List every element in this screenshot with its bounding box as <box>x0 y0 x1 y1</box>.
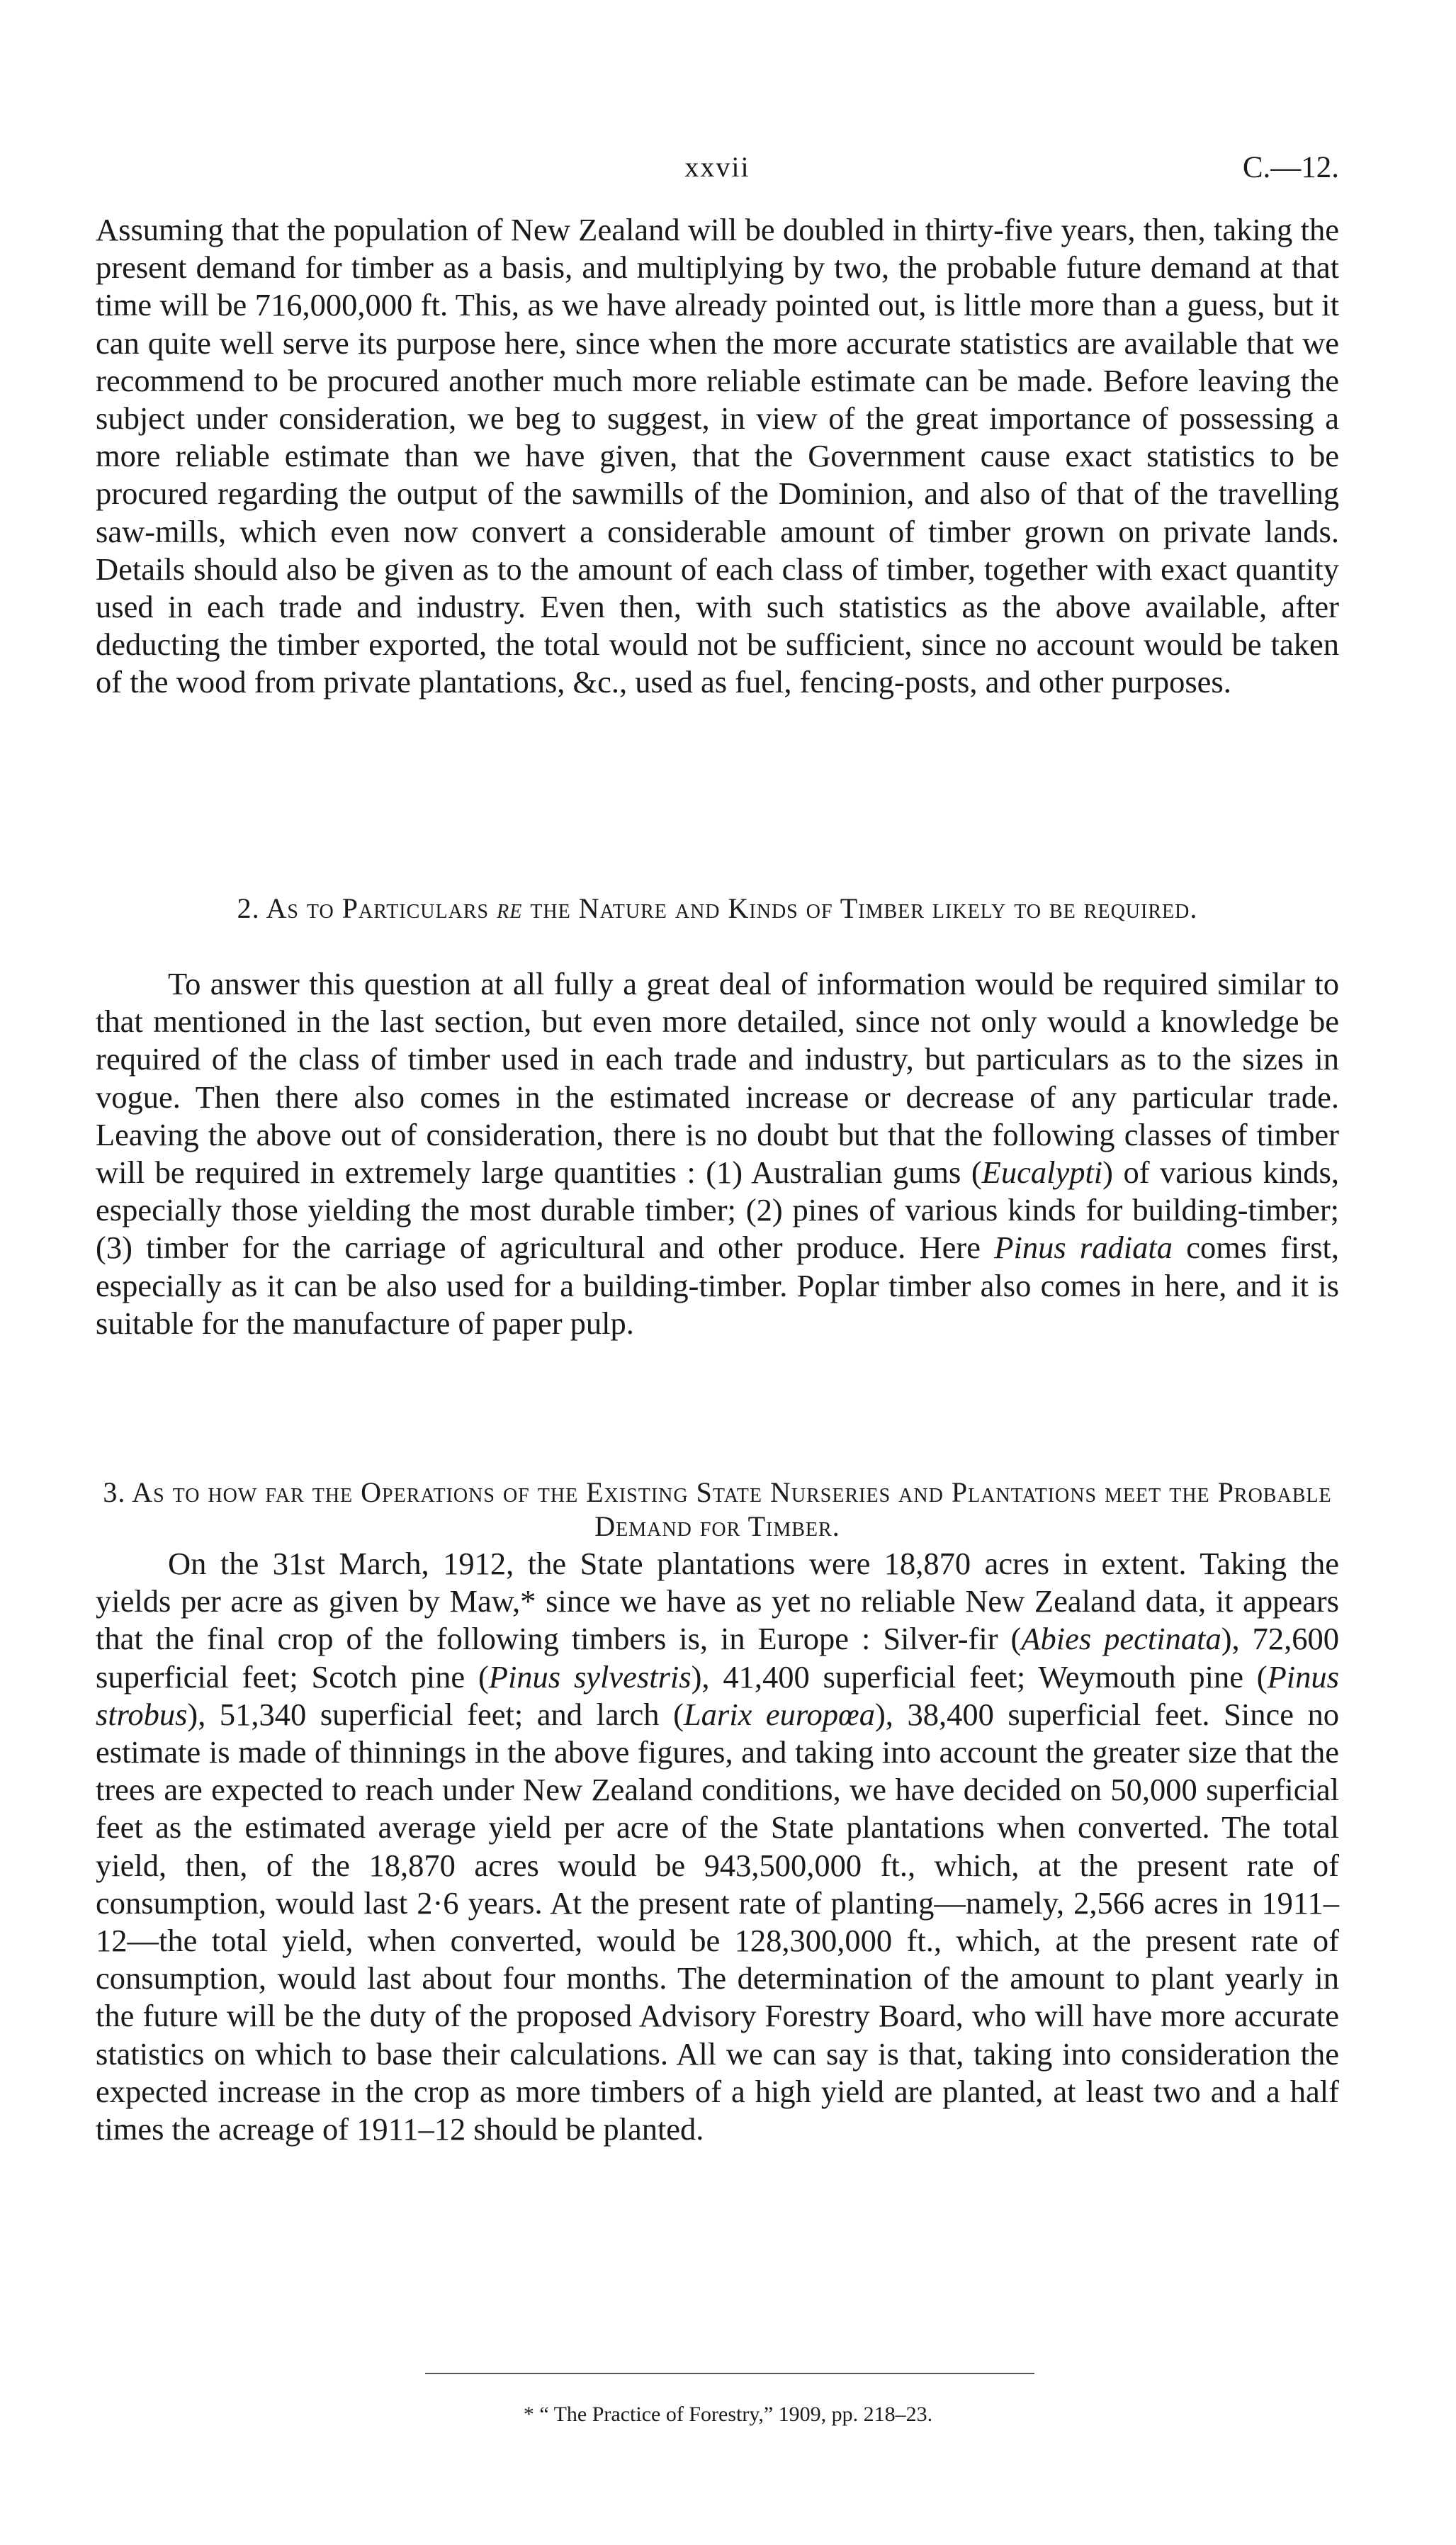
section-3-text-e: ), 38,400 superficial feet. Since no estimate is made of thinnings in the above figures, and taking into account the greater size that the trees are expected to reach under New Zealand conditions, we have decided on 50,000 superficial feet as the estimated average yield per acre of the State plantations when converted. The total yield, then, of the 18,870 acres would be 943,500,000 ft., which, at the present rate of consumption, would last 2·6 years. At the present rate of planting—namely, 2,566 acres in 1911–12—the total yield, when converted, would be 128,300,000 ft., which, at the present rate of consumption, would last about four months. The determination of the amount to plant yearly in the future will be the duty of the proposed Advisory Forestry Board, who will have more accurate statistics on which to base their calculations. All we can say is that, taking into consideration the expected increase in the crop as more timbers of a high yield are planted, at least two and a half times the acreage of 1911–12 should be planted. <box>96 1696 1340 2147</box>
species-abies-pectinata: Abies pectinata <box>1021 1621 1221 1657</box>
section-2-text-b: ) of various kinds, especially those yielding the most durable timber; (2) pines of various kinds for building-timber; (3) timber for the carriage of agricultural and other produce. Here <box>96 1154 1339 1266</box>
report-reference: C.—12. <box>1242 151 1339 184</box>
page-header <box>96 150 1339 193</box>
page-number: xxvii <box>684 151 750 183</box>
section-2-heading-part-b: the Nature and Kinds of Timber likely to be required. <box>522 892 1198 924</box>
footnote-divider <box>425 2373 1034 2374</box>
species-pinus-sylvestris: Pinus sylvestris <box>488 1658 692 1695</box>
section-2-heading <box>96 892 1339 926</box>
species-eucalypti: Eucalypti <box>981 1154 1103 1191</box>
section-3-text-d: ), 51,340 superficial feet; and larch ( <box>187 1696 684 1732</box>
section-2-text-a: To answer this question at all fully a great deal of information would be required similar to that mentioned in the last section, but even more detailed, since not only would a knowledge be required of the class of timber used in each trade and industry, but particulars as to the sizes in vogue. Then there also comes in the estimated increase or decrease of any particular trade. Leaving the above out of consideration, there is no doubt but that the following classes of timber will be required in extremely large quantities : (1) Australian gums ( <box>96 966 1339 1191</box>
section-3-text-c: ), 41,400 superficial feet; Weymouth pine ( <box>691 1658 1268 1695</box>
section-3-text-a: On the 31st March, 1912, the State plantations were 18,870 acres in extent. Taking the yields per acre as given by Maw,* since we have as yet no reliable New Zealand data, it appears that the final crop of the following timbers is, in Europe : Silver-fir ( <box>96 1546 1339 1657</box>
section-2-text-c: comes first, especially as it can be also used for a building-timber. Poplar timber also comes in here, and it is suitable for the manufacture of paper pulp. <box>96 1230 1339 1341</box>
footnote: * “ The Practice of Forestry,” 1909, pp. 218–23. <box>523 2403 933 2426</box>
species-larix-europaea: Larix europœa <box>683 1696 875 1732</box>
section-2-paragraph <box>96 965 1339 1342</box>
section-2-heading-re: re <box>497 892 523 924</box>
intro-paragraph: Assuming that the population of New Zealand will be doubled in thirty-five years, then, taking the present demand for timber as a basis, and multiplying by two, the probable future demand at that time will be 716,000,000 ft. This, as we have already pointed out, is little more than a guess, but it can quite well serve its purpose here, since when the more accurate statistics are available that we recommend to be procured another much more reliable estimate can be made. Before leaving the subject under consideration, we beg to suggest, in view of the great importance of possessing a more reliable estimate than we have given, that the Government cause exact statistics to be procured regarding the output of the sawmills of the Dominion, and also of that of the travelling saw-mills, which even now convert a considerable amount of timber grown on private lands. Details should also be given as to the amount of each class of timber, together with exact quantity used in each trade and industry. Even then, with such statistics as the above available, after deducting the timber exported, the total would not be sufficient, since no account would be taken of the wood from private plantations, &c., used as fuel, fencing-posts, and other purposes. <box>96 212 1339 700</box>
section-3-paragraph <box>96 1545 1339 2148</box>
species-pinus-radiata: Pinus radiata <box>994 1230 1173 1266</box>
section-3-heading: 3. As to how far the Operations of the Existing State Nurseries and Plantations meet the Probable Demand for Timber. <box>103 1476 1332 1542</box>
section-3-text-b: ), 72,600 superficial feet; Scotch pine ( <box>96 1621 1339 1695</box>
section-2-heading-part-a: 2. As to Particulars <box>237 892 497 924</box>
species-pinus-strobus: Pinus strobus <box>96 1658 1339 1732</box>
